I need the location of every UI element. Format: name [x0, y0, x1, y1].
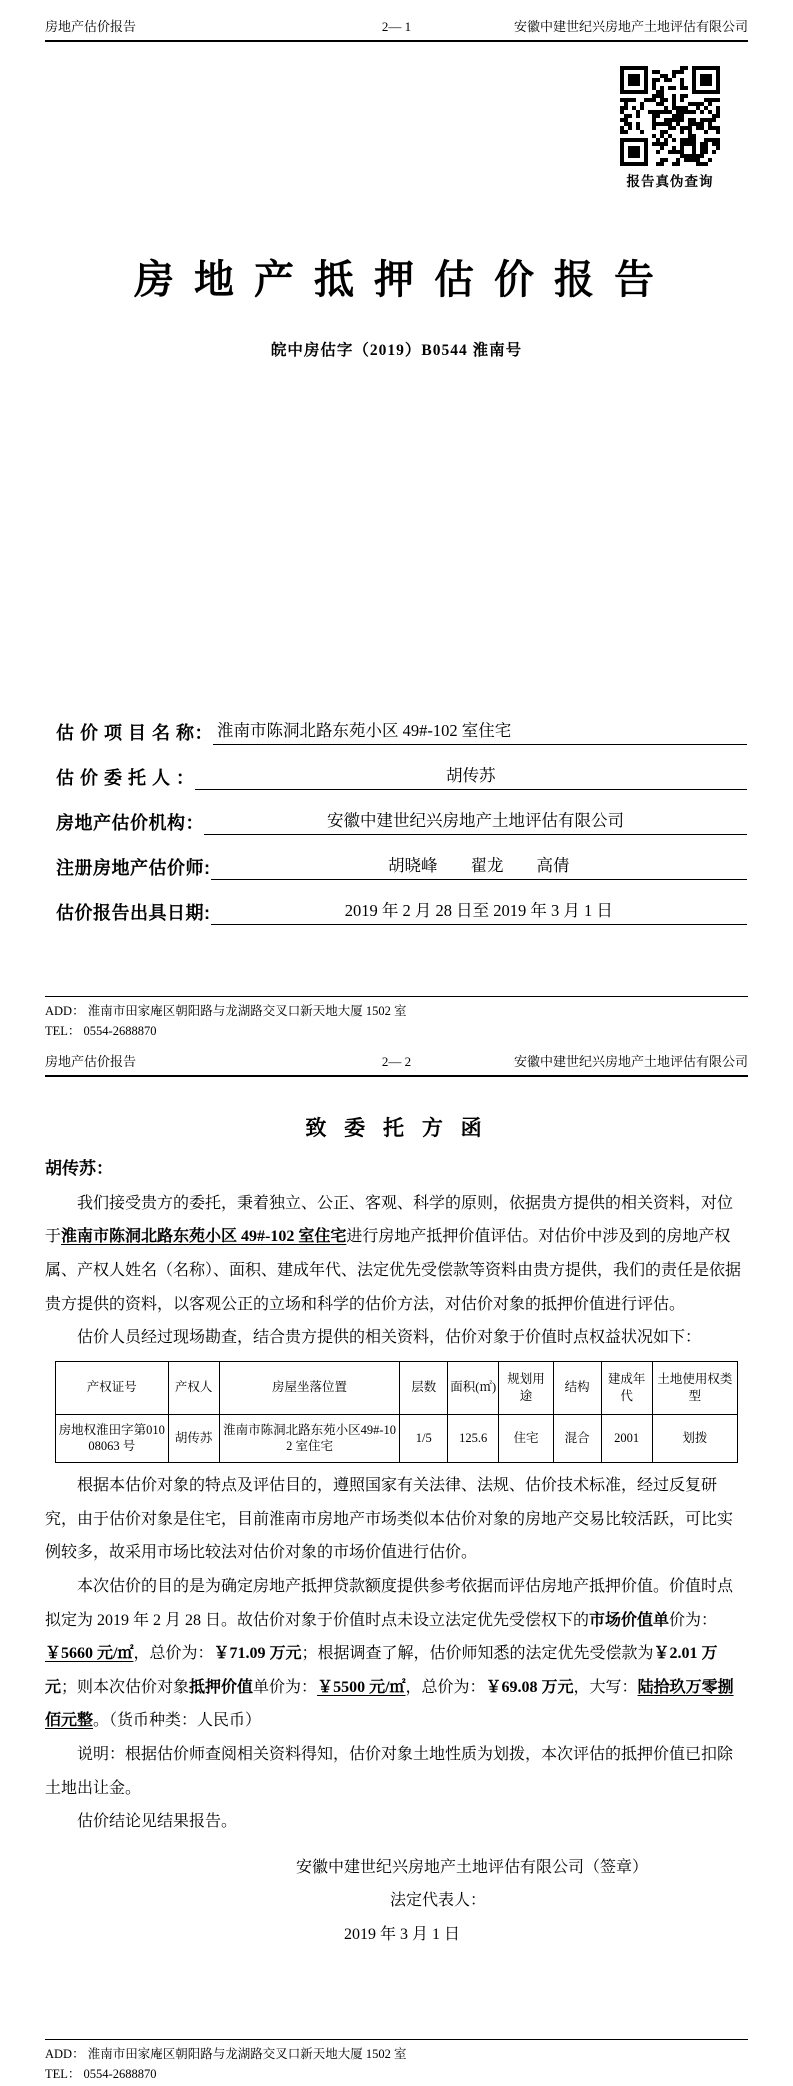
- page2-running-header: [45, 1051, 748, 1077]
- form-row-issue-date: [56, 892, 747, 925]
- cover-form: [56, 712, 747, 937]
- form-value: 胡传苏: [195, 762, 747, 790]
- col-header-structure: 结构: [553, 1361, 601, 1414]
- cell-certificate: 房地权淮田字第01008063 号: [56, 1414, 169, 1463]
- page1-page-number: 2— 1: [381, 19, 412, 34]
- page2-footer: [45, 2039, 748, 2084]
- signature-company: 安徽中建世纪兴房地产土地评估有限公司（签章）: [295, 1858, 648, 1876]
- form-label: 注册房地产估价师:: [56, 858, 211, 878]
- page2-page-number: 2— 2: [381, 1054, 412, 1069]
- col-header-certificate: 产权证号: [56, 1361, 169, 1414]
- cell-location: 淮南市陈洞北路东苑小区49#-102 室住宅: [219, 1414, 400, 1463]
- signature-date: 2019 年 3 月 1 日: [343, 1925, 460, 1943]
- table-row: [56, 1414, 738, 1463]
- page1-header-right: 安徽中建世纪兴房地产土地评估有限公司: [513, 19, 748, 34]
- cell-owner: 胡传苏: [168, 1414, 219, 1463]
- form-row-appraisers: [56, 847, 747, 880]
- signature-legal-representative: 法定代表人：: [389, 1892, 486, 1910]
- col-header-area: 面积(㎡): [448, 1361, 499, 1414]
- footer-phone: TEL： 0554-2688870: [45, 2067, 157, 2081]
- form-label: 房地产估价机构：: [56, 813, 204, 833]
- col-header-year: 建成年代: [601, 1361, 652, 1414]
- footer-address: ADD： 淮南市田家庵区朝阳路与龙湖路交叉口新天地大厦 1502 室: [45, 1004, 407, 1018]
- letter-paragraph-note: 说明：根据估价师查阅相关资料得知，估价对象土地性质为划拨，本次评估的抵押价值已扣除土地出让金。: [45, 1746, 734, 1797]
- table-header-row: [56, 1361, 738, 1414]
- form-label: 估 价 委 托 人 ：: [56, 768, 195, 788]
- form-value: 2019 年 2 月 28 日至 2019 年 3 月 1 日: [211, 897, 748, 925]
- cell-land-right: 划拨: [652, 1414, 737, 1463]
- letter-paragraph-conclusion: 估价结论见结果报告。: [77, 1813, 238, 1831]
- footer-phone: TEL： 0554-2688870: [45, 1024, 157, 1038]
- report-doc-number: 皖中房估字（2019）B0544 淮南号: [270, 342, 523, 359]
- letter-paragraph-valuation: 本次估价的目的是为确定房地产抵押贷款额度提供参考依据而评估房地产抵押价值。价值时点拟定为 2019 年 2 月 28 日。故估价对象于价值时点未设立法定优先受偿权下的市场价值单价为：￥5660 元/㎡，总价为：￥71.09 万元；根据调查了解，估价师知悉的法定优先受偿款为￥2.01 万元；则本次估价对象抵押价值单价为：￥5500 元/㎡，总价为：￥69.08 万元，大写：陆拾玖万零捌佰元整。（货币种类：人民币）: [45, 1578, 734, 1730]
- qr-code-icon: [618, 66, 722, 166]
- qr-caption: 报告真伪查询: [626, 174, 714, 189]
- col-header-land-right: 土地使用权类型: [652, 1361, 737, 1414]
- form-value: 淮南市陈洞北路东苑小区 49#-102 室住宅: [213, 717, 747, 745]
- letter-salutation: 胡传苏：: [45, 1159, 113, 1179]
- cell-year: 2001: [601, 1414, 652, 1463]
- page2-header-left: 房地产估价报告: [45, 1054, 137, 1069]
- col-header-location: 房屋坐落位置: [219, 1361, 400, 1414]
- col-header-owner: 产权人: [168, 1361, 219, 1414]
- letter-paragraph-method: 根据本估价对象的特点及评估目的，遵照国家有关法律、法规、估价技术标准，经过反复研究，由于估价对象是住宅，目前淮南市房地产市场类似本估价对象的房地产交易比较活跃，可比实例较多，故采用市场比较法对估价对象的市场价值进行估价。: [45, 1477, 734, 1562]
- page1-header-left: 房地产估价报告: [45, 19, 137, 34]
- letter-paragraph-status-intro: 估价人员经过现场勘查，结合贵方提供的相关资料，估价对象于价值时点权益状况如下：: [77, 1329, 702, 1347]
- report-title: 房 地 产 抵 押 估 价 报 告: [134, 257, 659, 302]
- cell-area: 125.6: [448, 1414, 499, 1463]
- form-value: 胡晓峰 翟龙 高倩: [211, 852, 748, 880]
- form-value: 安徽中建世纪兴房地产土地评估有限公司: [204, 807, 747, 835]
- col-header-use: 规划用途: [499, 1361, 554, 1414]
- col-header-floor: 层数: [400, 1361, 448, 1414]
- footer-address: ADD： 淮南市田家庵区朝阳路与龙湖路交叉口新天地大厦 1502 室: [45, 2047, 407, 2061]
- cell-structure: 混合: [553, 1414, 601, 1463]
- report-verification-block: [616, 66, 724, 190]
- letter-paragraph-engagement: 我们接受贵方的委托，秉着独立、公正、客观、科学的原则，依据贵方提供的相关资料，对位于淮南市陈洞北路东苑小区 49#-102 室住宅进行房地产抵押价值评估。对估价中涉及到的房地产权属、产权人姓名（名称）、面积、建成年代、法定优先受偿款等资料由贵方提供，我们的责任是依据贵方提供的资料，以客观公正的立场和科学的估价方法，对估价对象的抵押价值进行评估。: [45, 1194, 742, 1313]
- property-status-table: [55, 1361, 738, 1464]
- page2-header-right: 安徽中建世纪兴房地产土地评估有限公司: [513, 1054, 748, 1069]
- form-row-project-name: [56, 712, 747, 745]
- letter-to-client: [45, 1107, 748, 1952]
- cell-floor: 1/5: [400, 1414, 448, 1463]
- signature-block: [45, 1851, 748, 1952]
- page1-running-header: [45, 16, 748, 42]
- page-2: [0, 1043, 793, 2086]
- form-label: 估 价 项 目 名 称：: [56, 723, 214, 743]
- letter-title: 致 委 托 方 函: [305, 1117, 488, 1140]
- cell-use: 住宅: [499, 1414, 554, 1463]
- form-row-client: [56, 757, 747, 790]
- form-row-agency: [56, 802, 747, 835]
- form-label: 估价报告出具日期:: [56, 903, 211, 923]
- page1-footer: [45, 996, 748, 1041]
